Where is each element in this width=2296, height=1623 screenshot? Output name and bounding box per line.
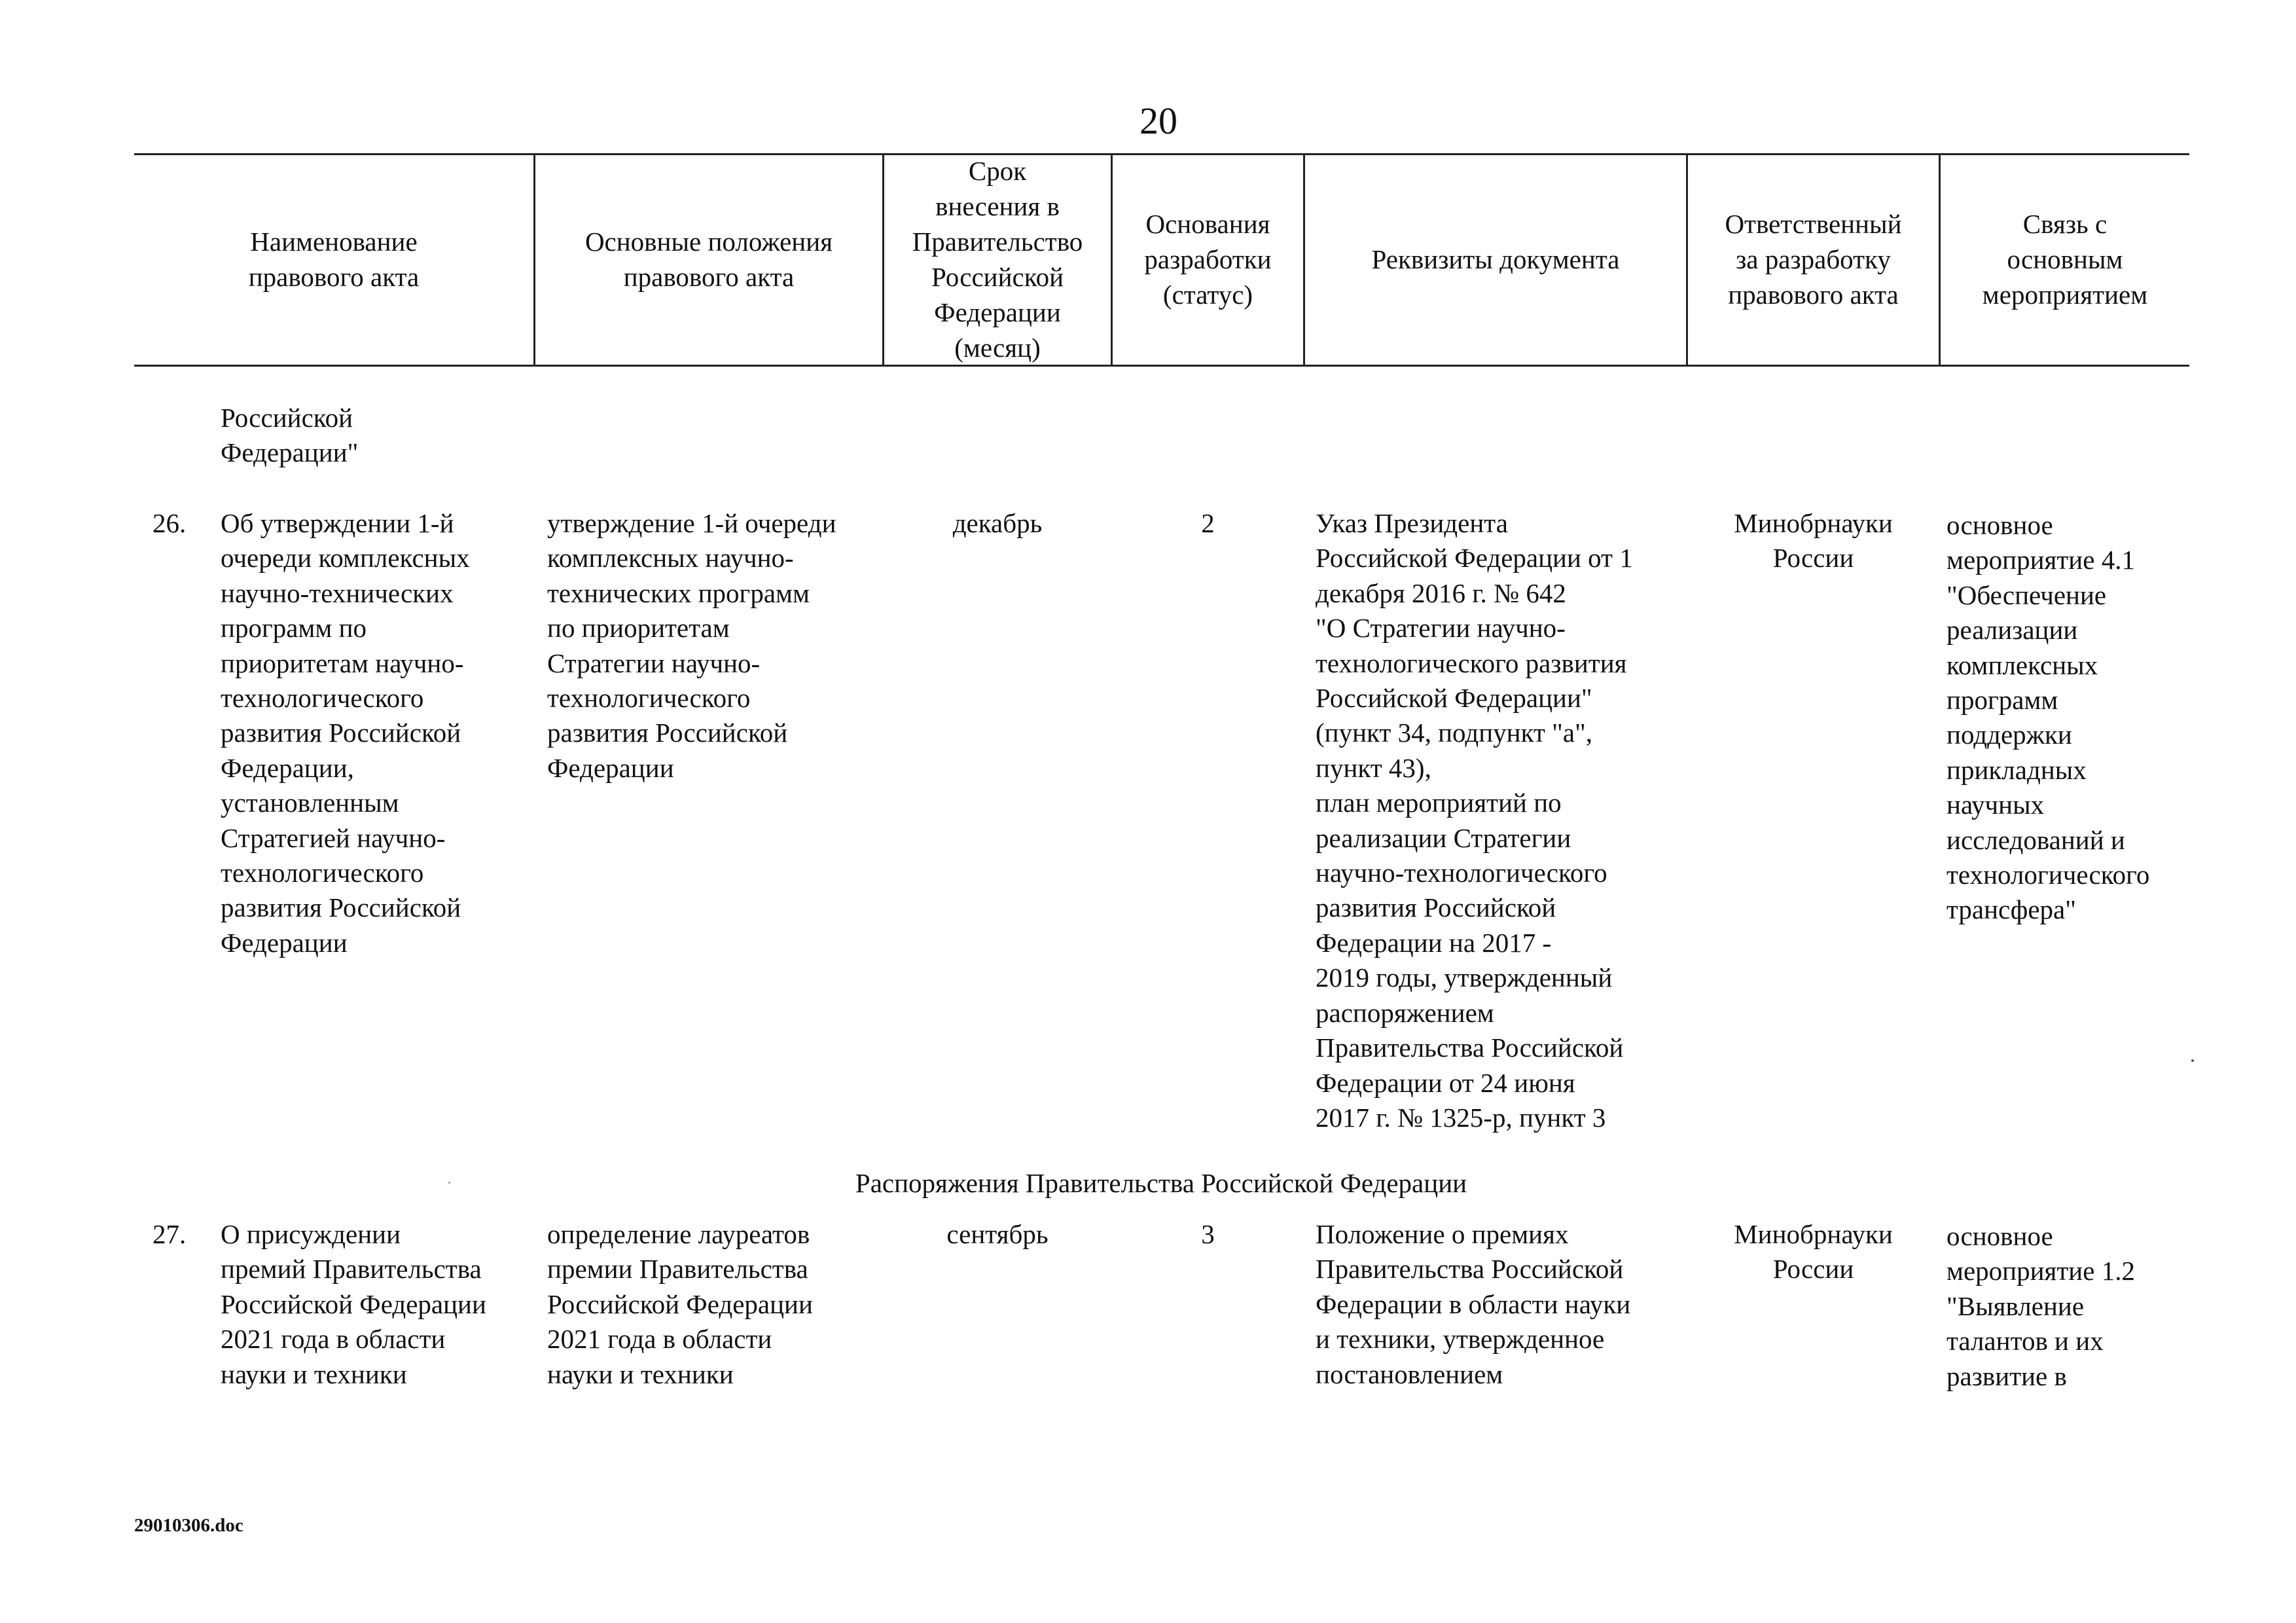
- row-act-name: Об утверждении 1-й очереди комплексных научно-технических программ по приоритетам научно- технологического развития Российской Федерации, установленным Стратегией научно- технологического развития Российской Федерации: [221, 508, 470, 958]
- row-responsible: Минобрнауки России: [1734, 508, 1893, 574]
- continuation-name: Российской Федерации": [221, 403, 359, 468]
- section-heading: Распоряжения Правительства Российской Федерации: [855, 1168, 1467, 1198]
- scan-speck: [448, 1182, 450, 1184]
- row-basis: 3: [1201, 1219, 1215, 1249]
- row-requisites: Указ Президента Российской Федерации от 1 декабря 2016 г. № 642 "О Стратегии научно- технологического развития Российской Федерации" (пункт 34, подпункт "а", пункт 43), план мероприятий по реализации Стратегии научно-технологического развития Российской Федерации на 2017 - 2019 годы, утвержденный распоряжением Правительства Российской Федерации от 24 июня 2017 г. № 1325-р, пункт 3: [1316, 508, 1633, 1133]
- header-col-name: Наименование правового акта: [248, 227, 420, 292]
- row-provisions: утверждение 1-й очереди комплексных научно- технических программ по приоритетам Стратегии научно- технологического развития Российской Федерации: [547, 508, 836, 783]
- row-basis: 2: [1201, 508, 1215, 538]
- header-col-basis: Основания разработки (статус): [1144, 209, 1272, 310]
- row-responsible: Минобрнауки России: [1734, 1219, 1893, 1285]
- row-deadline: сентябрь: [946, 1219, 1049, 1249]
- header-bottom-rule: [134, 365, 2189, 367]
- scan-speck: [2191, 1059, 2194, 1062]
- row-requisites: Положение о премиях Правительства Российской Федерации в области науки и техники, утвержденное постановлением: [1316, 1219, 1631, 1389]
- row-number: 27.: [152, 1219, 187, 1249]
- page-number: 20: [1139, 100, 1177, 142]
- header-col-link: Связь с основным мероприятием: [1982, 209, 2148, 310]
- header-col-provisions: Основные положения правового акта: [584, 227, 833, 292]
- row-deadline: декабрь: [952, 508, 1043, 538]
- row-link: основное мероприятие 1.2 "Выявление талантов и их развитие в: [1946, 1221, 2135, 1391]
- row-act-name: О присуждении премий Правительства Российской Федерации 2021 года в области науки и техники: [221, 1219, 486, 1389]
- header-col-deadline: Срок внесения в Правительство Российской Федерации (месяц): [912, 156, 1083, 363]
- row-provisions: определение лауреатов премии Правительства Российской Федерации 2021 года в области науки и техники: [547, 1219, 813, 1389]
- row-link: основное мероприятие 4.1 "Обеспечение реализации комплексных программ поддержки прикладных научных исследований и технологического трансфера": [1946, 510, 2150, 925]
- footer-doc-name: 29010306.doc: [134, 1515, 243, 1536]
- header-col-requisites: Реквизиты документа: [1371, 244, 1620, 274]
- header-col-responsible: Ответственный за разработку правового акта: [1725, 209, 1902, 310]
- row-number: 26.: [152, 508, 187, 538]
